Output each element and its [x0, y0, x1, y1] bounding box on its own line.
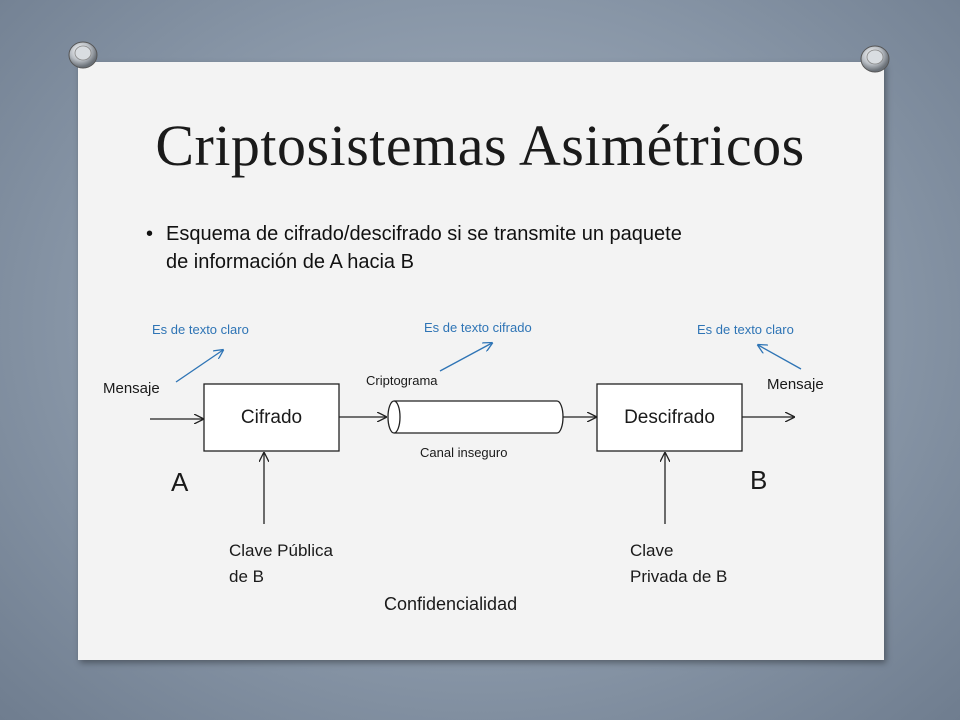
- slide-title: Criptosistemas Asimétricos: [155, 113, 805, 178]
- public-key-line-2: de B: [229, 567, 264, 586]
- annotation-left: Es de texto claro: [152, 322, 249, 337]
- annotation-right: Es de texto claro: [697, 322, 794, 337]
- bullet-text: Esquema de cifrado/descifrado si se transmite un paquete de información de A hacia B: [166, 223, 682, 273]
- party-b-label: B: [750, 465, 768, 495]
- bullet-dot-icon: •: [146, 223, 154, 245]
- annotation-arrow-right: [758, 345, 801, 369]
- channel-bottom-label: Canal inseguro: [420, 445, 508, 460]
- public-key-line-1: Clave Pública: [229, 541, 333, 560]
- annotation-middle: Es de texto cifrado: [424, 320, 532, 335]
- annotation-arrow-left: [176, 350, 223, 382]
- output-message-label: Mensaje: [767, 376, 824, 393]
- decrypt-box-label: Descifrado: [624, 407, 715, 428]
- private-key-line-2: Privada de B: [630, 567, 728, 586]
- channel-top-label: Criptograma: [366, 373, 438, 388]
- public-key-label: [229, 538, 333, 590]
- party-a-label: A: [171, 467, 189, 497]
- input-message-label: Mensaje: [103, 380, 160, 397]
- private-key-line-1: Clave: [630, 541, 674, 560]
- encrypt-box-label: Cifrado: [240, 407, 303, 428]
- insecure-channel-cylinder: [388, 401, 563, 433]
- annotation-arrow-middle: [440, 343, 492, 371]
- footer-confidentiality: Confidencialidad: [384, 594, 518, 614]
- private-key-label: [630, 538, 727, 590]
